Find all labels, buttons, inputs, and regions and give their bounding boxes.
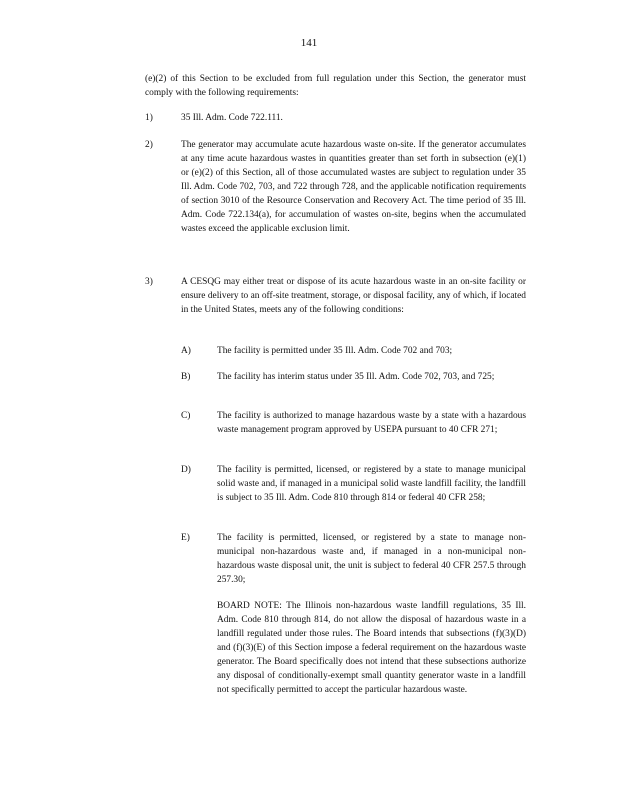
item-3-label: 3) [145,277,153,287]
subitem-e-text: The facility is permitted, licensed, or registered by a state to manage non-municipal non-hazardous waste and, if managed in a non-municipal non-hazardous waste disposal unit, the unit is subject to federal 40 CFR 257.5 through 257.30; [217,533,526,585]
item-2-label: 2) [145,140,153,150]
subitem-b-text: The facility has interim status under 35 Ill. Adm. Code 702, 703, and 725; [217,372,495,382]
intro-paragraph: (e)(2) of this Section to be excluded from full regulation under this Section, the generator must comply with the following requirements: [145,74,526,98]
item-1-text: 35 Ill. Adm. Code 722.111. [181,113,283,123]
item-2-text: The generator may accumulate acute hazardous waste on-site. If the generator accumulates at any time acute hazardous wastes in quantities greater than set forth in subsection (e)(1) or (e)(2) of this Section, all of those accumulated wastes are subject to regulation under 35 Ill. Adm. Code 702, 703, and 722 through 728, and the applicable notification requirements of section 3010 of the Resource Conservation and Recovery Act. The time period of 35 Ill. Adm. Code 722.134(a), for accumulation of wastes on-site, begins when the accumulated wastes exceed the applicable exclusion limit. [181,140,526,234]
subitem-c-label: C) [181,411,191,421]
subitem-a-text: The facility is permitted under 35 Ill. Adm. Code 702 and 703; [217,346,453,356]
subitem-d-label: D) [181,465,191,475]
subitem-c-text: The facility is authorized to manage hazardous waste by a state with a hazardous waste management program approved by USEPA pursuant to 40 CFR 271; [217,411,526,435]
subitem-a-label: A) [181,346,191,356]
subitem-b-label: B) [181,372,191,382]
subitem-e-label: E) [181,533,190,543]
board-note: BOARD NOTE: The Illinois non-hazardous waste landfill regulations, 35 Ill. Adm. Code 810 through 814, do not allow the disposal of hazardous waste in a landfill regulated under those rules. The Board intends that subsections (f)(3)(D) and (f)(3)(E) of this Section impose a federal requirement on the hazardous waste generator. The Board specifically does not intend that these subsections authorize any disposal of conditionally-exempt small quantity generator waste in a landfill not specifically permitted to accept the particular hazardous waste. [217,601,526,695]
item-3-text: A CESQG may either treat or dispose of its acute hazardous waste in an on-site facility or ensure delivery to an off-site treatment, storage, or disposal facility, any of which, if located in the United States, meets any of the following conditions: [181,277,526,315]
item-1-label: 1) [145,113,153,123]
subitem-d-text: The facility is permitted, licensed, or registered by a state to manage municipal solid waste and, if managed in a municipal solid waste landfill facility, the landfill is subject to 35 Ill. Adm. Code 810 through 814 or federal 40 CFR 258; [217,465,526,503]
page-number: 141 [300,37,318,49]
